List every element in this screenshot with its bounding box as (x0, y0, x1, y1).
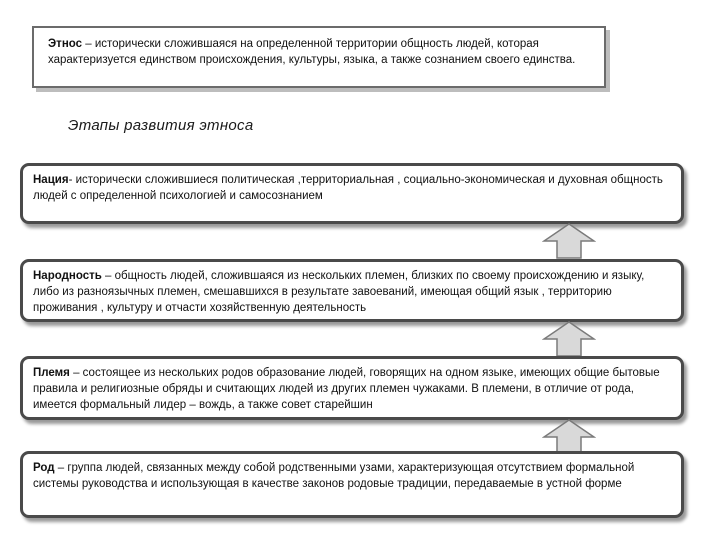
definition-box (32, 26, 606, 88)
stage-term: Народность (33, 270, 102, 282)
up-arrow-icon (542, 321, 596, 357)
stage-box-nationality (20, 259, 684, 322)
definition-text: – исторически сложившаяся на определенной территории общность людей, которая характеризуется единством происхождения, культуры, языка, а также сознанием своего единства. (48, 38, 576, 66)
stage-text: – группа людей, связанных между собой родственными узами, характеризующая отсутствием формальной системы руководства и использующая в качестве законов родовые традиции, передаваемые в устной форме (33, 462, 635, 490)
up-arrow-icon (542, 419, 596, 455)
stage-text: - исторически сложившиеся политическая ,территориальная , социально-экономическая и духовная общность людей с определенной психологией и самосознанием (33, 174, 663, 202)
stage-box-tribe (20, 356, 684, 420)
up-arrow-icon (542, 223, 596, 259)
diagram-subtitle: Этапы развития этноса (68, 117, 254, 134)
stage-term: Род (33, 462, 55, 474)
stage-box-nation (20, 163, 684, 224)
stage-box-clan (20, 451, 684, 518)
stage-term: Племя (33, 367, 70, 379)
stage-text: – общность людей, сложившаяся из нескольких племен, близких по своему происхождению и языку, либо из разноязычных племен, смешавшихся в результате завоеваний, имеющая общий язык , территорию проживания , культуру и отчасти хозяйственную деятельность (33, 270, 645, 314)
stage-text: – состоящее из нескольких родов образование людей, говорящих на одном языке, имеющих общие бытовые правила и религиозные обряды и считающих людей из других племен чужаками. В племени, в отличие от рода, имеется формальный лидер – вождь, а также совет старейшин (33, 367, 660, 411)
definition-term: Этнос (48, 38, 83, 50)
stage-term: Нация (33, 174, 69, 186)
